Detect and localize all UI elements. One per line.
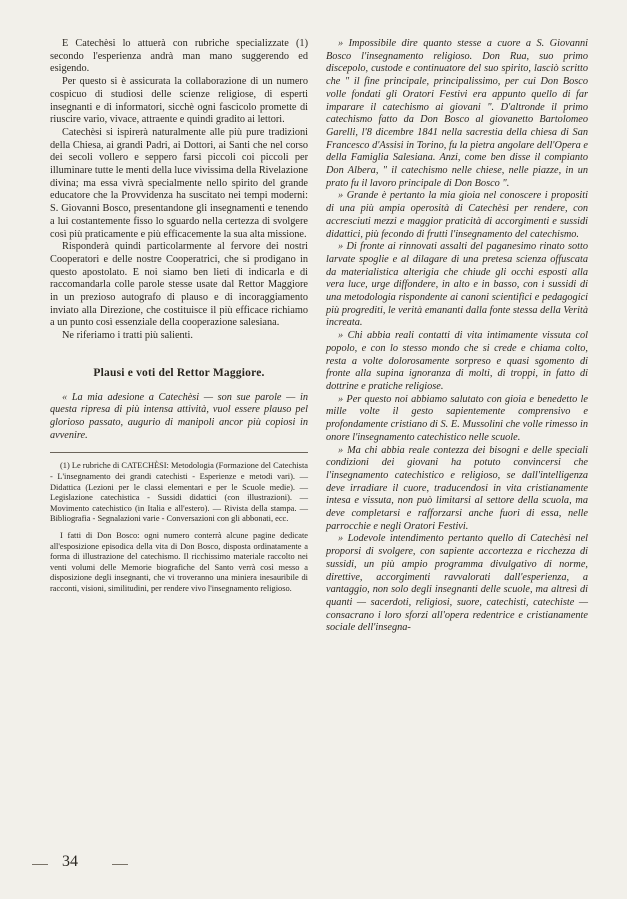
left-column bbox=[50, 38, 308, 601]
footnotes bbox=[50, 461, 308, 594]
footnote-divider bbox=[50, 452, 308, 453]
footnote: I fatti di Don Bosco: ogni numero conterrà alcune pagine dedicate all'esposizione episodica della vita di Don Bosco, disposta ordinatamente a forma di illustrazione del catechismo. Il ricchissimo materiale raccolto nei venti volumi delle Memorie biografiche del Santo verrà così messo a disposizione degli insegnanti, che vi troveranno una miniera inesauribile di racconti, visioni, similitudini, per rendere vivo l'insegnamento religioso. bbox=[50, 530, 308, 593]
paragraph: » Per questo noi abbiamo salutato con gioia e benedetto le mille volte il gesto sapientemente comprensivo e profondamente cristiano di S. E. Mussolini che volle rimesso in onore l'insegnamento catechistico nelle scuole. bbox=[326, 393, 588, 443]
intro-text bbox=[50, 38, 308, 343]
section-heading: Plausi e voti del Rettor Maggiore. bbox=[93, 366, 265, 379]
footnote: (1) Le rubriche di CATECHÈSI: Metodologia (Formazione del Catechista - L'insegnamento dei grandi catechisti - Esperienze e metodi vari). — Didattica (Lezioni per le classi elementari e per le Scuole medie). — Legislazione catechistica - Sussidi didattici (con illustrazioni). — Movimento catechistico (in Italia e all'estero). — Rivista della stampa. — Bibliografia - Segnalazioni varie - Conversazioni con gli abbonati, ecc. bbox=[50, 461, 308, 524]
paragraph: Catechèsi si ispirerà naturalmente alle più pure tradizioni della Chiesa, ai grandi Padri, ai Dottori, ai Santi che nel corso dei secoli vollero e seppero farsi piccoli coi piccoli per illuminare tutte le menti della luce vivissima della Rivelazione divina; ma essa vivrà specialmente nello spirito del grande educatore che la Provvidenza ha suscitato nei tempi moderni: S. Giovanni Bosco, presentandone gli insegnamenti e tenendo a lui costantemente fisso lo sguardo nella certezza di svolgere così più praticamente e più efficacemente la sua alta missione. bbox=[50, 126, 308, 240]
quote-opening: « La mia adesione a Catechèsi — son sue parole — in questa ripresa di più intensa attività, vuol essere plauso pel glorioso passato, augurio di manipoli ancor più copiosi in avvenire. bbox=[50, 391, 308, 441]
folio-dash-right bbox=[112, 864, 128, 865]
paragraph: » Ma chi abbia reale contezza dei bisogni e delle speciali condizioni dei giovani ha potuto convincersi che l'insegnamento catechistico e religioso, se dall'intelligenza deve irradiare il cuore, traducendosi in vita cristianamente intesa e vissuta, non può limitarsi al settore della scuola, ma deve completarsi e rafforzarsi anche fuori di essa, nelle parrocchie e negli Oratori Festivi. bbox=[326, 444, 588, 532]
paragraph: » Impossibile dire quanto stesse a cuore a S. Giovanni Bosco l'insegnamento religioso. Don Rua, suo primo discepolo, custode e continuatore del suo spirito, lasciò scritto che " il fine principale, principalissimo, per cui Don Bosco volle fondati gli Oratori Festivi era appunto quello di far imparare il catechismo ai giovani ". D'altronde il primo catechismo fatto da Don Bosco al giovanetto Bartolomeo Garelli, l'8 dicembre 1841 nella sacrestia della chiesa di San Francesco d'Assisi in Torino, fu la pietra angolare dell'Opera e della Famiglia Salesiana. Anzi, come ben disse il compianto Don Albera, " il catechismo nelle chiese, nelle piazze, in un prato fu il lavoro principale di Don Bosco ". bbox=[326, 38, 588, 189]
paragraph: Risponderà quindi particolarmente al fervore dei nostri Cooperatori e delle nostre Cooperatrici, che si prodigano in questo apostolato. E noi siamo ben lieti di indicarla e di raccomandarla colle parole stesse usate dal Rettor Maggiore in un prezioso autografo di plauso e di incoraggiamento inviato alla Direzione, che costituisce il più efficace richiamo a un punto così essenziale della cooperazione salesiana. bbox=[50, 241, 308, 329]
page-number: 34 bbox=[62, 853, 78, 870]
paragraph: » Chi abbia reali contatti di vita intimamente vissuta col popolo, e con lo stesso mondo che si crede e chiama colto, resta a volte dolorosamente sorpreso e quasi sgomento di fronte alla supina ignoranza di molti, di troppi, in fatto di dottrine e pratiche religiose. bbox=[326, 330, 588, 392]
paragraph: » Di fronte ai rinnovati assalti del paganesimo rinato sotto larvate spoglie e al dilagare di una pretesa scienza offuscata da materialistica alterigia che chiude gli occhi esposti alla vera luce, urge diffondere, in alto e in basso, con i sussidi di una metodologia rispondente ai canoni scientifici e pedagogici più progrediti, le verità emananti dalla fonte stessa della Verità increata. bbox=[326, 241, 588, 329]
right-column bbox=[326, 38, 588, 635]
paragraph: Per questo si è assicurata la collaborazione di un numero cospicuo di studiosi delle scienze religiose, di esperti insegnanti e di informatori, sicchè ogni fascicolo promette di riuscire vario, vivace, attraente e quindi gradito ai lettori. bbox=[50, 76, 308, 126]
paragraph: E Catechèsi lo attuerà con rubriche specializzate (1) secondo l'esperienza andrà man mano suggerendo ed esigendo. bbox=[50, 38, 308, 75]
paragraph: » Grande è pertanto la mia gioia nel conoscere i propositi di una più ampia operosità di Catechèsi per rendere, con accresciuti mezzi e maggior praticità di accorgimenti e sussidi didattici, più fecondo di frutti l'insegnamento del catechismo. bbox=[326, 190, 588, 240]
paragraph: » Lodevole intendimento pertanto quello di Catechèsi nel proporsi di svolgere, con sapiente accortezza e ricchezza di sussidi, un più ampio programma divulgativo di norme, direttive, accorgimenti ravvalorati dall'esperienza, a vantaggio, non solo degli insegnanti delle scuole, ma altresì di quanti — sacerdoti, religiosi, suore, catechisti, catechiste — consacrano i loro sforzi all'opera redentrice e cristianamente sociale dell'insegna- bbox=[326, 533, 588, 634]
paragraph: Ne riferiamo i tratti più salienti. bbox=[62, 330, 193, 342]
folio-dash-left bbox=[32, 864, 48, 865]
